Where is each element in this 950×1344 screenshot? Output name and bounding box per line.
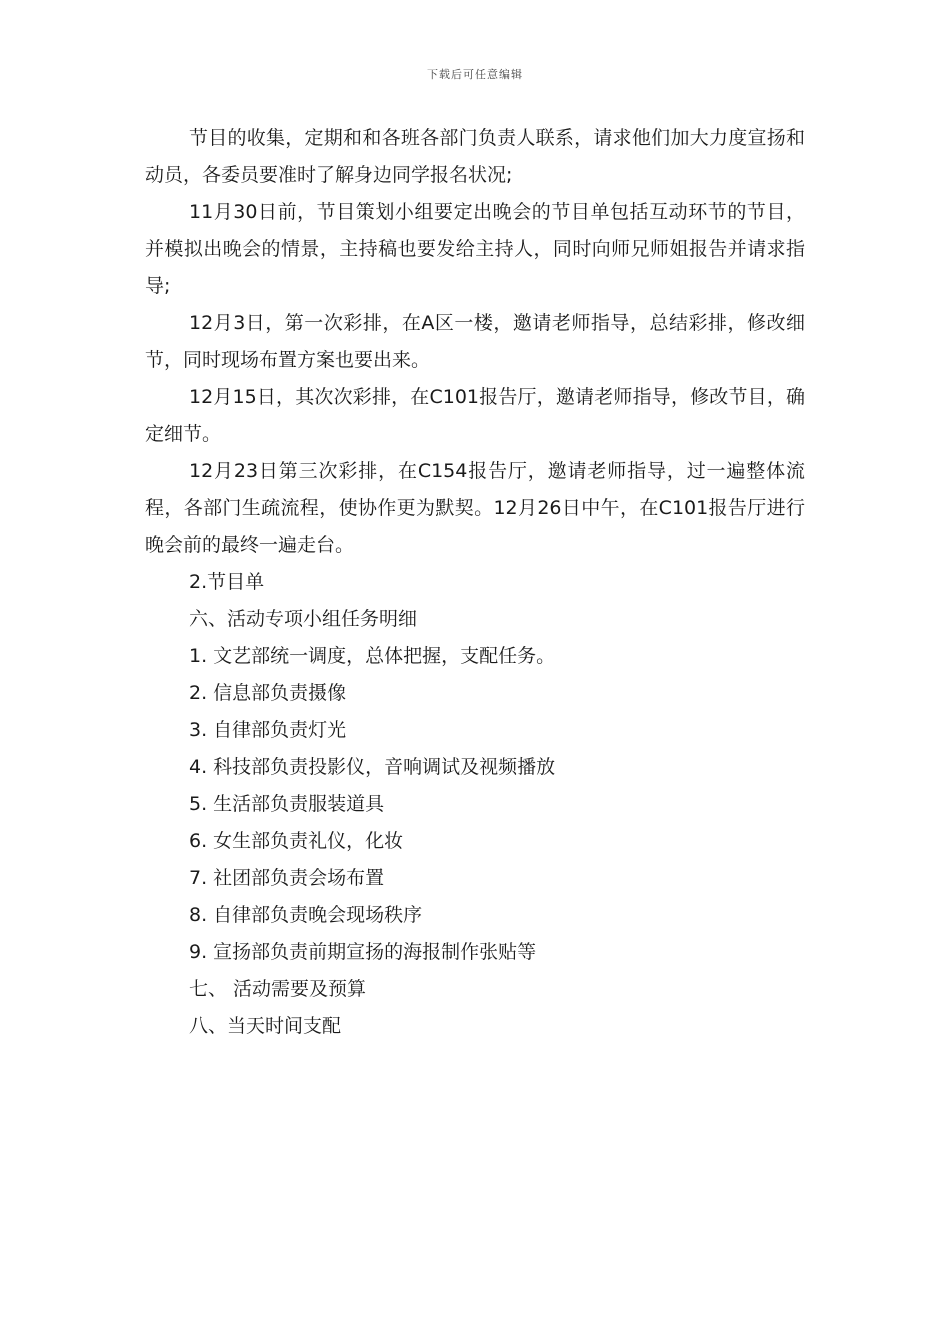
section-eight-title: 八、当天时间支配 xyxy=(189,1015,342,1037)
task-list-item: 2. 信息部负责摄像 xyxy=(189,682,347,704)
paragraph-program-collection: 节目的收集，定期和和各班各部门负责人联系，请求他们加大力度宣扬和动员，各委员要准时了解身边同学报名状况; xyxy=(145,127,805,186)
task-list-item: 3. 自律部负责灯光 xyxy=(189,719,347,741)
task-list-item: 8. 自律部负责晚会现场秩序 xyxy=(189,904,423,926)
task-list-item: 5. 生活部负责服装道具 xyxy=(189,793,385,815)
section-six-title: 六、活动专项小组任务明细 xyxy=(189,608,418,630)
task-list-item: 4. 科技部负责投影仪，音响调试及视频播放 xyxy=(189,756,556,778)
paragraph-dec3-rehearsal: 12月3日，第一次彩排，在A区一楼，邀请老师指导，总结彩排，修改细节，同时现场布置方案也要出来。 xyxy=(145,312,805,371)
paragraph-dec15-rehearsal: 12月15日，其次次彩排，在C101报告厅，邀请老师指导，修改节目，确定细节。 xyxy=(145,386,805,445)
task-list-item: 1. 文艺部统一调度，总体把握，支配任务。 xyxy=(189,645,556,667)
page-header: 下载后可任意编辑 xyxy=(427,68,523,81)
paragraph-dec23-rehearsal: 12月23日第三次彩排，在C154报告厅，邀请老师指导，过一遍整体流程，各部门生疏流程，使协作更为默契。12月26日中午，在C101报告厅进行晚会前的最终一遍走台。 xyxy=(145,460,805,556)
task-list-item: 6. 女生部负责礼仪，化妆 xyxy=(189,830,404,852)
task-list-item: 7. 社团部负责会场布置 xyxy=(189,867,385,889)
task-list-item: 9. 宣扬部负责前期宣扬的海报制作张贴等 xyxy=(189,941,537,963)
document-body xyxy=(145,120,805,1045)
paragraph-nov30-plan: 11月30日前，节目策划小组要定出晚会的节目单包括互动环节的节目，并模拟出晚会的情景，主持稿也要发给主持人，同时向师兄师姐报告并请求指导; xyxy=(145,201,805,297)
section-program-list: 2.节目单 xyxy=(189,571,265,593)
section-seven-title: 七、 活动需要及预算 xyxy=(189,978,367,1000)
